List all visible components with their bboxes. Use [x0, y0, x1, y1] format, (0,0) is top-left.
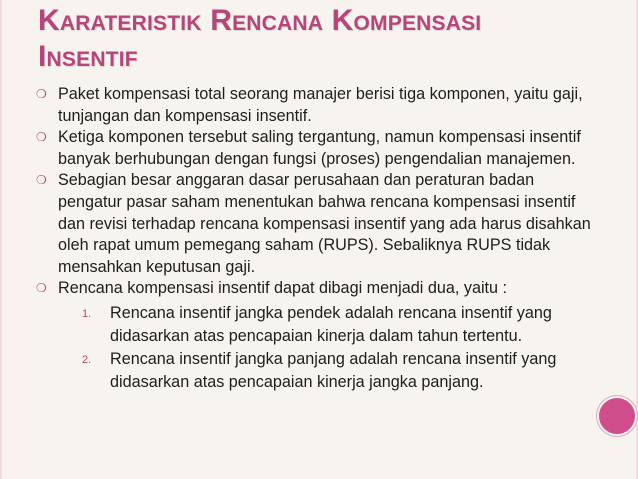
circle-bullet-icon: ❍ [36, 130, 47, 145]
slide-border-left [0, 0, 2, 479]
item-number: 2. [82, 354, 92, 367]
circle-bullet-icon: ❍ [36, 173, 47, 188]
numbered-item-text: Rencana insentif jangka pendek adalah rencana insentif yang didasarkan atas pencapaian kinerja dalam tahun tertentu. [110, 303, 552, 345]
decorative-circle [597, 396, 637, 436]
item-number: 1. [82, 307, 92, 320]
bullet-text: Ketiga komponen tersebut saling tergantung, namun kompensasi insentif banyak berhubungan dengan fungsi (proses) pengendalian manajemen. [58, 128, 581, 168]
bullet-list [36, 84, 598, 393]
numbered-item [58, 348, 598, 393]
circle-bullet-icon: ❍ [36, 87, 47, 101]
numbered-item [58, 302, 598, 347]
slide-body [36, 84, 598, 394]
bullet-item [36, 278, 598, 393]
circle-bullet-icon: ❍ [36, 281, 47, 296]
bullet-item [36, 84, 598, 127]
bullet-text: Paket kompensasi total seorang manajer berisi tiga komponen, yaitu gaji, tunjangan dan kompensasi insentif. [58, 85, 583, 125]
numbered-list [58, 302, 598, 393]
bullet-item [36, 127, 598, 170]
bullet-item [36, 170, 598, 278]
numbered-item-text: Rencana insentif jangka panjang adalah rencana insentif yang didasarkan atas pencapaian kinerja jangka panjang. [110, 350, 557, 391]
bullet-text: Sebagian besar anggaran dasar perusahaan dan peraturan badan pengatur pasar saham menentukan bahwa rencana kompensasi insentif dan revisi terhadap rencana kompensasi insentif yang ada harus disahkan oleh rapat umum pemegang saham (RUPS). Sebaliknya RUPS tidak mensahkan keputusan gaji. [58, 171, 591, 276]
bullet-text: Rencana kompensasi insentif dapat dibagi menjadi dua, yaitu : [58, 279, 508, 298]
slide-title [38, 3, 598, 75]
slide-title-line-2: Insentif [38, 40, 138, 73]
slide-title-line-1: Karateristik Rencana Kompensasi [38, 4, 482, 37]
